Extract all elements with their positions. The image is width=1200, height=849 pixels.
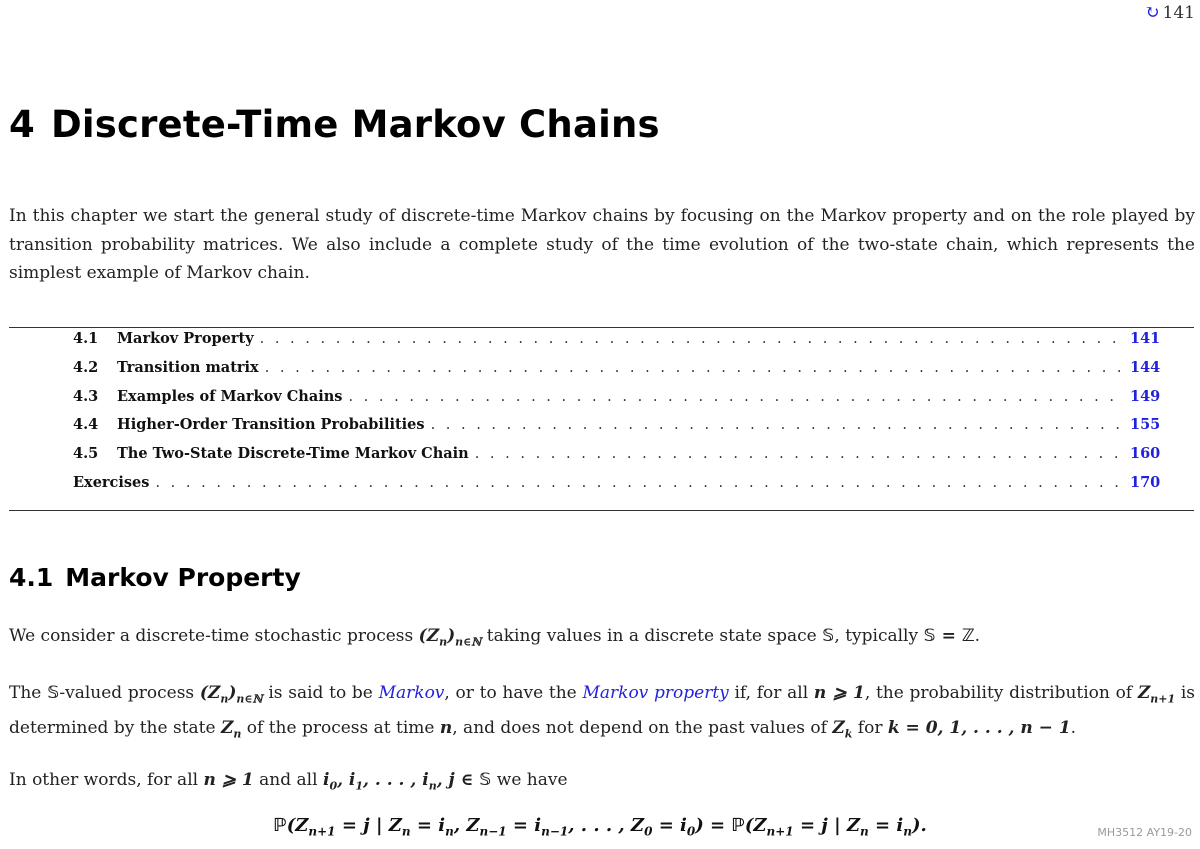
section-title — [9, 563, 301, 592]
paragraph-other-words — [9, 766, 1195, 801]
chapter-title — [9, 103, 660, 146]
toc-entry[interactable] — [73, 330, 1160, 359]
paragraph-markov-definition: The 𝕊-valued process $(Z_n)_{n\in ℕ}$ is said to be Markov, or to have the Markov property if, for all n ⩾ 1, the probability distribution of $Z_{n+1}$ is determined by the state $Z_n$ of the process at time n, and does not depend on the past values of $Z_k$ for k = 0, 1, . . . , n − 1. — [9, 683, 1196, 741]
toc-leader-dots — [475, 446, 1124, 462]
math-indices: $i_0$, $i_1$, . . . , $i_n$, j ∈ 𝕊 — [322, 770, 492, 793]
math-z-n-plus-1: $Z_{n+1}$ — [1137, 683, 1176, 706]
text: of the process at time — [246, 717, 435, 738]
math-n: n — [439, 717, 453, 738]
math-z-k: $Z_k$ — [832, 717, 853, 741]
text: The — [9, 683, 42, 703]
chapter-intro: In this chapter we start the general study of discrete-time Markov chains by focusing on the Markov property and on the role played by transition probability matrices. We also include a complete study of the time evolution of the two-state chain, which represents the simplest example of Markov chain. — [9, 206, 1195, 283]
toc-entry-title[interactable]: Transition matrix — [117, 358, 259, 376]
section-title-text: Markov Property — [65, 563, 301, 592]
toc-entry-number: 4.1 — [73, 330, 99, 347]
text: is determined by the state — [9, 683, 1196, 738]
text: , and does not depend on the past values of — [452, 717, 827, 738]
chapter-title-text: Discrete-Time Markov Chains — [50, 103, 660, 146]
toc-entry-exercises[interactable] — [73, 474, 1160, 503]
math-z-n: $Z_n$ — [220, 717, 242, 741]
toc-leader-dots — [431, 417, 1124, 433]
toc-entry[interactable] — [73, 445, 1160, 474]
chapter-number: 4 — [9, 103, 35, 146]
text: -valued process — [59, 683, 195, 703]
math-k-range: k = 0, 1, . . . , n − 1 — [887, 717, 1071, 738]
toc-entry-title[interactable]: Exercises — [73, 473, 150, 491]
page-number-label: 141 — [1162, 3, 1195, 23]
toc-entry-number: 4.4 — [73, 416, 99, 434]
toc-leader-dots — [348, 389, 1124, 405]
toc-entry[interactable] — [73, 416, 1160, 445]
paragraph-process: We consider a discrete-time stochastic process $(Z_n)_{n\in ℕ}$ taking values in a discrete state space 𝕊, typically 𝕊 = ℤ. — [9, 626, 981, 649]
text: , or to have the — [444, 683, 577, 703]
text: In other words, for all — [9, 770, 199, 790]
toc-entry-number: 4.5 — [73, 445, 99, 463]
math-n-geq-1: n ⩾ 1 — [203, 770, 254, 790]
markov-property-link[interactable]: Markov property — [582, 683, 729, 703]
toc-entry-page[interactable]: 155 — [1130, 416, 1160, 434]
math-process: $(Z_n)_{n\in ℕ}$ — [418, 626, 482, 649]
toc-entry[interactable] — [73, 388, 1160, 417]
page-number[interactable] — [1144, 3, 1195, 23]
text: , the probability distribution of — [864, 683, 1133, 703]
math-n-geq-1: n ⩾ 1 — [813, 683, 865, 703]
toc-leader-dots — [260, 331, 1124, 347]
math-state-space: 𝕊 — [822, 626, 835, 646]
toc-entry-title[interactable]: Higher-Order Transition Probabilities — [117, 416, 425, 434]
text: and all — [259, 770, 318, 790]
toc-entry-page[interactable]: 160 — [1130, 445, 1160, 463]
toc-entry-title[interactable]: Examples of Markov Chains — [117, 387, 343, 405]
toc-entry-page[interactable]: 144 — [1130, 358, 1160, 376]
toc-entry-title[interactable]: The Two-State Discrete-Time Markov Chain — [117, 445, 469, 463]
toc-entry-number: 4.2 — [73, 358, 99, 376]
text: , typically — [834, 626, 919, 646]
toc-entry-number: 4.3 — [73, 387, 99, 405]
toc-leader-dots — [155, 475, 1124, 491]
section-number: 4.1 — [9, 563, 54, 592]
text: taking values in a discrete state space — [486, 626, 817, 646]
text: We consider a discrete-time stochastic process — [9, 626, 414, 646]
toc-entry-page[interactable]: 141 — [1130, 330, 1160, 347]
toc-entry[interactable] — [73, 359, 1160, 388]
toc-entry-page[interactable]: 170 — [1130, 473, 1160, 491]
back-arrow-icon[interactable]: ↻ — [1144, 2, 1160, 23]
toc-top-rule — [9, 327, 1194, 328]
markov-property-formula: $ℙ(Z_{n+1} = j$ | $Z_n = i_n$, $Z_{n-1} = i_{n-1}$, . . . , $Z_0 = i_0$) = $ℙ(Z_{n+1} = j$ | $Z_n = i_n$). — [273, 815, 927, 839]
page-footer: MH3512 AY19-20 — [1097, 826, 1192, 839]
text: for — [857, 717, 883, 738]
markov-link[interactable]: Markov — [378, 683, 445, 703]
math-process: $(Z_n)_{n\in ℕ}$ — [199, 683, 263, 706]
toc-bottom-rule — [9, 510, 1194, 511]
table-of-contents — [73, 330, 1160, 503]
text: we have — [496, 770, 568, 790]
math-state-space: 𝕊 — [47, 683, 60, 703]
text: if, for all — [734, 683, 809, 703]
toc-entry-title[interactable]: Markov Property — [117, 330, 254, 347]
toc-leader-dots — [265, 360, 1124, 376]
math-state-space-eq: 𝕊 = ℤ — [923, 626, 975, 646]
text: is said to be — [268, 683, 373, 703]
toc-entry-page[interactable]: 149 — [1130, 387, 1160, 405]
